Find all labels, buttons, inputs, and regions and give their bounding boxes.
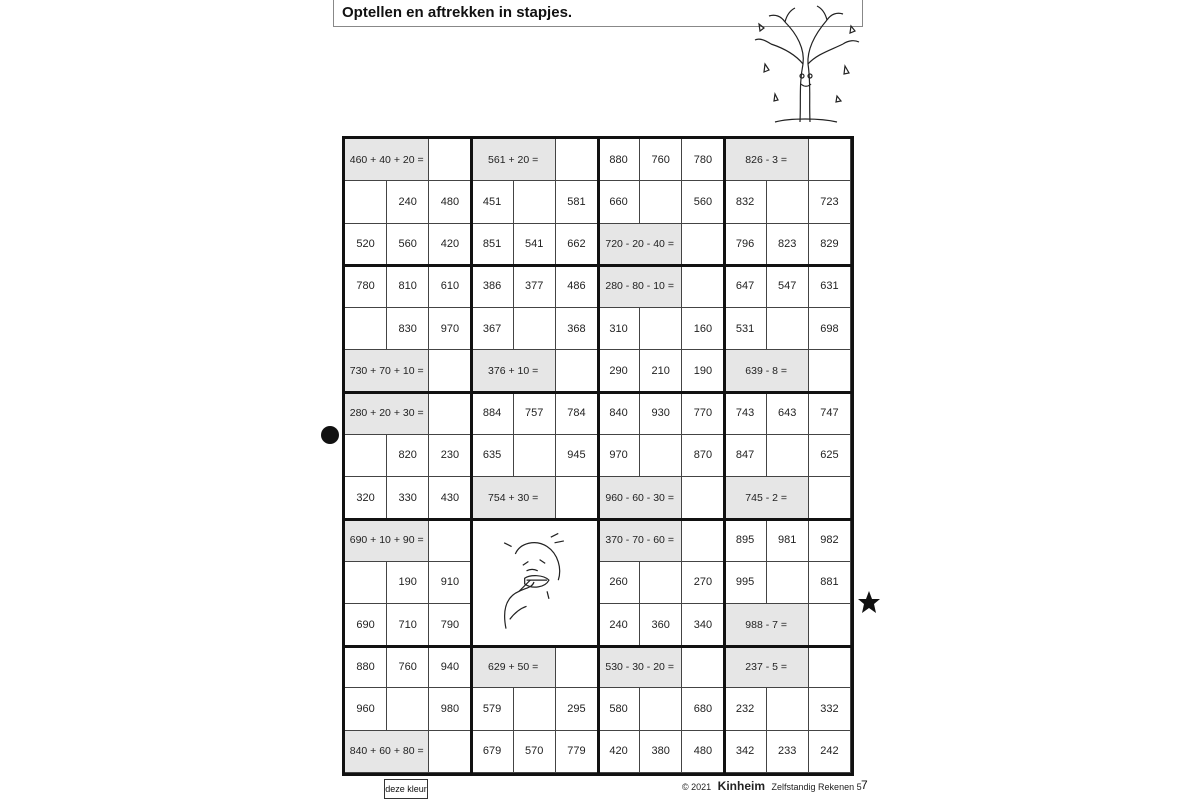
empty-cell — [514, 308, 556, 350]
equation-cell: 639 - 8 = — [725, 350, 809, 392]
number-cell: 581 — [556, 181, 598, 223]
number-cell: 242 — [809, 731, 851, 773]
number-cell: 635 — [472, 435, 514, 477]
number-cell: 580 — [598, 688, 640, 730]
number-cell: 940 — [429, 646, 471, 688]
number-cell: 240 — [598, 604, 640, 646]
empty-cell — [809, 646, 851, 688]
tree-illustration-icon — [745, 4, 865, 128]
number-cell: 342 — [725, 731, 767, 773]
number-cell: 330 — [387, 477, 429, 519]
block-divider-vertical — [597, 136, 600, 776]
number-cell: 796 — [725, 224, 767, 266]
number-cell: 270 — [682, 562, 724, 604]
number-cell: 847 — [725, 435, 767, 477]
empty-cell — [682, 519, 724, 561]
number-cell: 710 — [387, 604, 429, 646]
empty-cell — [767, 181, 809, 223]
number-cell: 240 — [387, 181, 429, 223]
equation-cell: 730 + 70 + 10 = — [345, 350, 429, 392]
number-cell: 770 — [682, 393, 724, 435]
number-cell: 643 — [767, 393, 809, 435]
number-cell: 340 — [682, 604, 724, 646]
number-cell: 480 — [682, 731, 724, 773]
equation-cell: 960 - 60 - 30 = — [598, 477, 682, 519]
number-cell: 547 — [767, 266, 809, 308]
number-cell: 829 — [809, 224, 851, 266]
number-cell: 486 — [556, 266, 598, 308]
number-cell: 832 — [725, 181, 767, 223]
number-cell: 420 — [598, 731, 640, 773]
number-cell: 660 — [598, 181, 640, 223]
number-cell: 560 — [387, 224, 429, 266]
empty-cell — [345, 562, 387, 604]
empty-cell — [682, 266, 724, 308]
number-cell: 981 — [767, 519, 809, 561]
number-cell: 680 — [682, 688, 724, 730]
number-cell: 743 — [725, 393, 767, 435]
equation-cell: 530 - 30 - 20 = — [598, 646, 682, 688]
number-cell: 760 — [640, 139, 682, 181]
number-cell: 190 — [387, 562, 429, 604]
number-cell: 579 — [472, 688, 514, 730]
empty-cell — [640, 435, 682, 477]
number-cell: 780 — [345, 266, 387, 308]
equation-cell: 988 - 7 = — [725, 604, 809, 646]
empty-cell — [429, 519, 471, 561]
number-cell: 820 — [387, 435, 429, 477]
publisher-brand: Kinheim — [717, 779, 766, 793]
number-cell: 610 — [429, 266, 471, 308]
number-cell: 190 — [682, 350, 724, 392]
equation-cell: 460 + 40 + 20 = — [345, 139, 429, 181]
number-cell: 970 — [598, 435, 640, 477]
empty-cell — [640, 181, 682, 223]
block-divider-horizontal — [342, 518, 854, 521]
number-cell: 430 — [429, 477, 471, 519]
block-divider-horizontal — [342, 645, 854, 648]
number-cell: 368 — [556, 308, 598, 350]
number-cell: 930 — [640, 393, 682, 435]
equation-cell: 745 - 2 = — [725, 477, 809, 519]
equation-cell: 826 - 3 = — [725, 139, 809, 181]
equation-cell: 370 - 70 - 60 = — [598, 519, 682, 561]
equation-cell: 840 + 60 + 80 = — [345, 731, 429, 773]
number-cell: 960 — [345, 688, 387, 730]
empty-cell — [345, 435, 387, 477]
equation-cell: 376 + 10 = — [472, 350, 556, 392]
number-cell: 880 — [598, 139, 640, 181]
empty-cell — [809, 139, 851, 181]
number-cell: 851 — [472, 224, 514, 266]
empty-cell — [387, 688, 429, 730]
number-cell: 570 — [514, 731, 556, 773]
color-legend-box: deze kleur — [384, 779, 428, 799]
number-cell: 995 — [725, 562, 767, 604]
nail-biting-face-icon — [478, 526, 590, 638]
number-cell: 945 — [556, 435, 598, 477]
empty-cell — [345, 181, 387, 223]
number-cell: 757 — [514, 393, 556, 435]
number-cell: 830 — [387, 308, 429, 350]
number-cell: 260 — [598, 562, 640, 604]
number-cell: 233 — [767, 731, 809, 773]
empty-cell — [767, 308, 809, 350]
number-cell: 723 — [809, 181, 851, 223]
number-cell: 810 — [387, 266, 429, 308]
empty-cell — [767, 562, 809, 604]
empty-cell — [682, 646, 724, 688]
number-cell: 870 — [682, 435, 724, 477]
number-cell: 747 — [809, 393, 851, 435]
empty-cell — [809, 350, 851, 392]
equation-cell: 280 + 20 + 30 = — [345, 393, 429, 435]
number-cell: 910 — [429, 562, 471, 604]
number-cell: 230 — [429, 435, 471, 477]
number-cell: 541 — [514, 224, 556, 266]
number-cell: 698 — [809, 308, 851, 350]
number-cell: 531 — [725, 308, 767, 350]
number-cell: 310 — [598, 308, 640, 350]
number-cell: 232 — [725, 688, 767, 730]
number-cell: 451 — [472, 181, 514, 223]
empty-cell — [514, 181, 556, 223]
empty-cell — [556, 477, 598, 519]
page-title: Optellen en aftrekken in stapjes. — [342, 4, 573, 21]
number-cell: 880 — [345, 646, 387, 688]
number-cell: 790 — [429, 604, 471, 646]
number-cell: 982 — [809, 519, 851, 561]
empty-cell — [429, 393, 471, 435]
empty-cell — [556, 139, 598, 181]
copyright-text: © 2021 — [682, 782, 712, 792]
empty-cell — [767, 688, 809, 730]
empty-cell — [429, 731, 471, 773]
number-cell: 679 — [472, 731, 514, 773]
number-cell: 377 — [514, 266, 556, 308]
number-cell: 320 — [345, 477, 387, 519]
number-cell: 760 — [387, 646, 429, 688]
empty-cell — [514, 435, 556, 477]
empty-cell — [640, 308, 682, 350]
number-cell: 840 — [598, 393, 640, 435]
number-cell: 367 — [472, 308, 514, 350]
empty-cell — [809, 604, 851, 646]
equation-cell: 237 - 5 = — [725, 646, 809, 688]
number-cell: 895 — [725, 519, 767, 561]
empty-cell — [767, 435, 809, 477]
number-cell: 360 — [640, 604, 682, 646]
cartoon-face-cell — [472, 519, 599, 646]
number-cell: 647 — [725, 266, 767, 308]
empty-cell — [345, 308, 387, 350]
number-cell: 520 — [345, 224, 387, 266]
empty-cell — [429, 350, 471, 392]
footer-credit — [682, 779, 862, 793]
number-cell: 380 — [640, 731, 682, 773]
number-cell: 480 — [429, 181, 471, 223]
equation-cell: 561 + 20 = — [472, 139, 556, 181]
block-divider-horizontal — [342, 264, 854, 267]
equation-cell: 690 + 10 + 90 = — [345, 519, 429, 561]
black-dot-icon — [321, 426, 339, 444]
equation-cell: 280 - 80 - 10 = — [598, 266, 682, 308]
number-cell: 386 — [472, 266, 514, 308]
number-cell: 980 — [429, 688, 471, 730]
equation-cell: 629 + 50 = — [472, 646, 556, 688]
number-cell: 690 — [345, 604, 387, 646]
empty-cell — [640, 562, 682, 604]
empty-cell — [514, 688, 556, 730]
equation-cell: 754 + 30 = — [472, 477, 556, 519]
number-cell: 631 — [809, 266, 851, 308]
number-cell: 332 — [809, 688, 851, 730]
page-number: 7 — [861, 778, 868, 792]
star-icon — [857, 590, 881, 614]
equation-cell: 720 - 20 - 40 = — [598, 224, 682, 266]
empty-cell — [556, 646, 598, 688]
empty-cell — [809, 477, 851, 519]
number-cell: 779 — [556, 731, 598, 773]
number-cell: 884 — [472, 393, 514, 435]
empty-cell — [682, 477, 724, 519]
block-divider-vertical — [470, 136, 473, 776]
number-cell: 210 — [640, 350, 682, 392]
number-cell: 970 — [429, 308, 471, 350]
empty-cell — [429, 139, 471, 181]
number-cell: 290 — [598, 350, 640, 392]
block-divider-horizontal — [342, 391, 854, 394]
number-cell: 295 — [556, 688, 598, 730]
number-cell: 662 — [556, 224, 598, 266]
number-cell: 625 — [809, 435, 851, 477]
number-cell: 784 — [556, 393, 598, 435]
number-cell: 420 — [429, 224, 471, 266]
number-cell: 560 — [682, 181, 724, 223]
empty-cell — [640, 688, 682, 730]
empty-cell — [682, 224, 724, 266]
series-title: Zelfstandig Rekenen 5 — [771, 782, 862, 792]
empty-cell — [556, 350, 598, 392]
number-cell: 160 — [682, 308, 724, 350]
number-cell: 823 — [767, 224, 809, 266]
block-divider-vertical — [723, 136, 726, 776]
number-cell: 780 — [682, 139, 724, 181]
number-cell: 881 — [809, 562, 851, 604]
